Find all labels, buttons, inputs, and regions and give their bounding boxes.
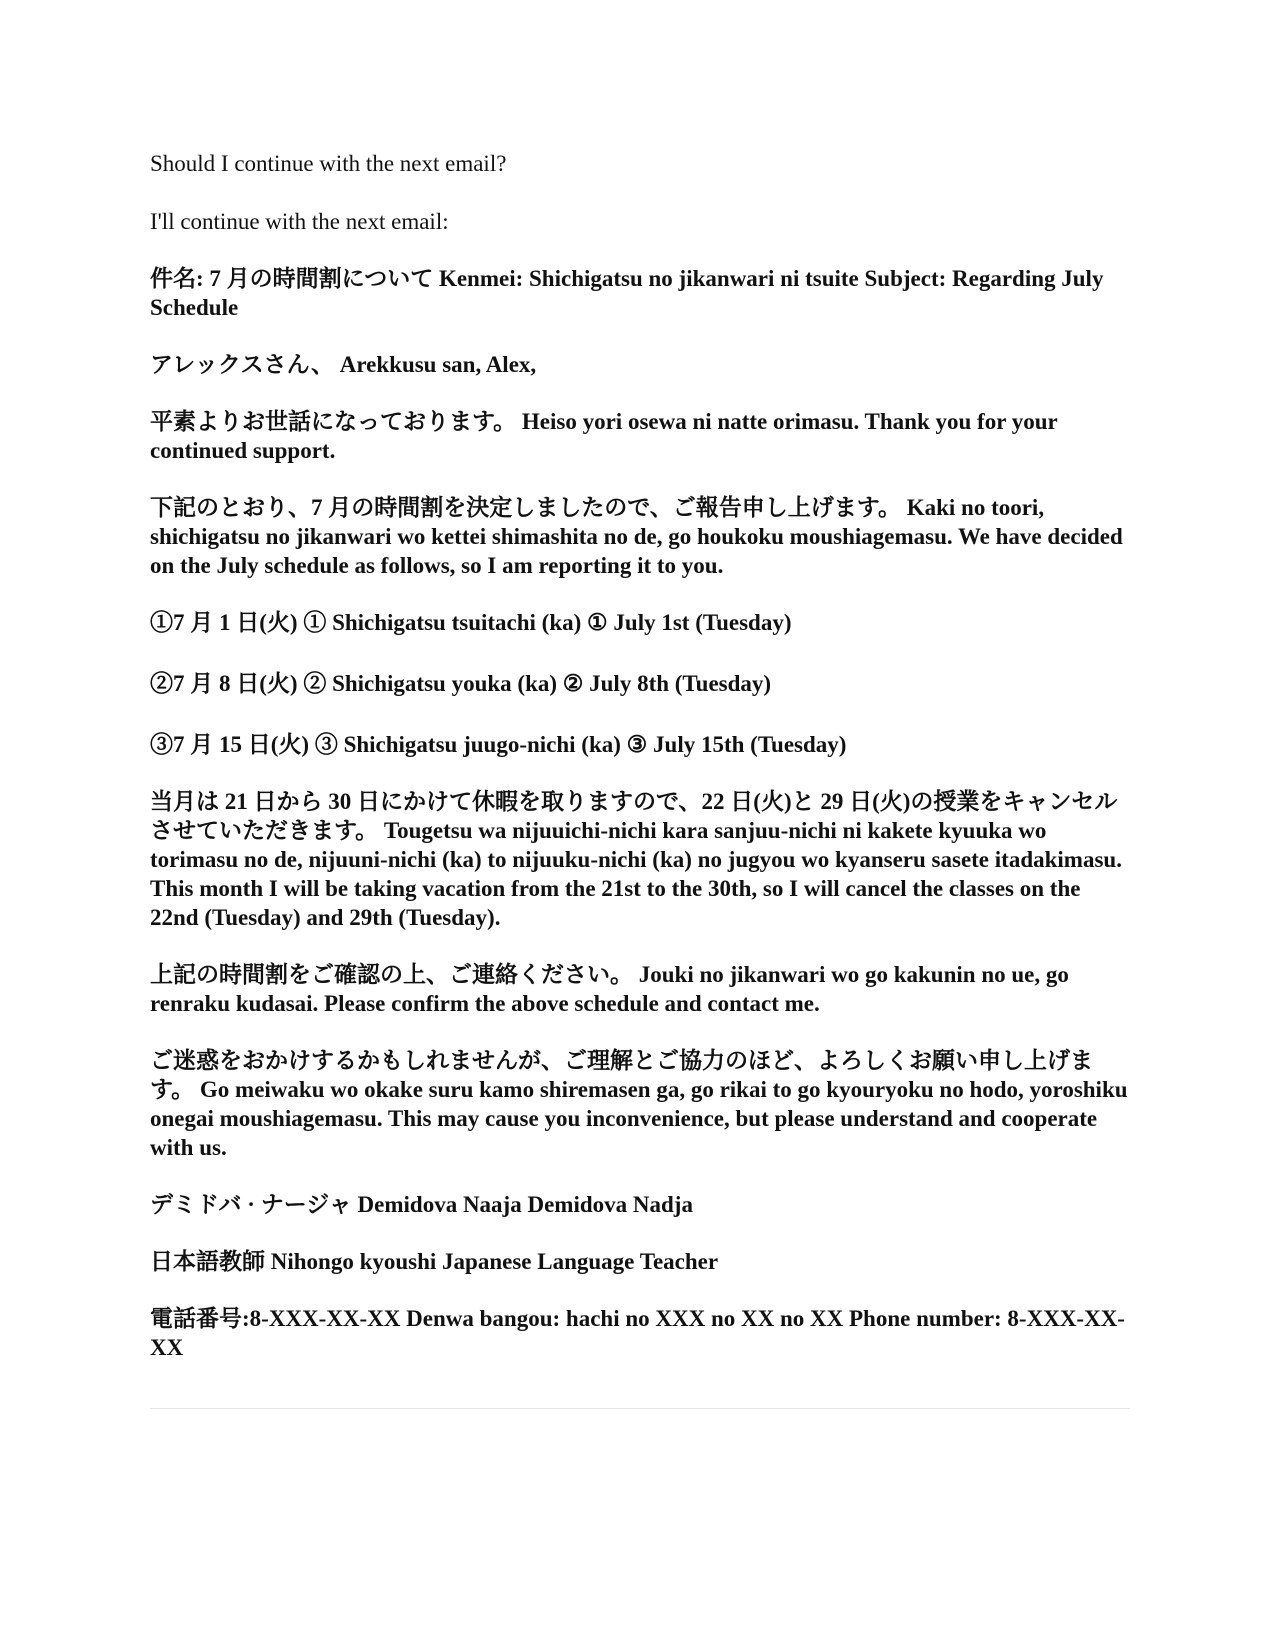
email-greeting: アレックスさん、 Arekkusu san, Alex, [150, 352, 537, 377]
schedule-item-3: ③7 月 15 日(火) ③ Shichigatsu juugo-nichi (ka) ③ July 15th (Tuesday) [150, 732, 847, 757]
intro-continue-line: I'll continue with the next email: [150, 209, 449, 234]
email-vacation-notice: 当月は 21 日から 30 日にかけて休暇を取りますので、22 日(火)と 29 日(火)の授業をキャンセルさせていただきます。 Tougetsu wa nijuuichi-nichi kara sanjuu-nichi ni kakete kyuuka wo torimasu no de, nijuuni-nichi (ka) to nijuuku-nichi (ka) no jugyou wo kyanseru sasete itadakimasu. This month I will be taking vacation from the 21st to the 30th, so I will cancel the classes on the 22nd (Tuesday) and 29th (Tuesday). [150, 789, 1122, 930]
email-subject: 件名: 7 月の時間割について Kenmei: Shichigatsu no jikanwari ni tsuite Subject: Regarding July Schedule [150, 266, 1104, 320]
email-confirm-request: 上記の時間割をご確認の上、ご連絡ください。 Jouki no jikanwari wo go kakunin no ue, go renraku kudasai. Please confirm the above schedule and contact me. [150, 962, 1069, 1016]
signature-phone: 電話番号:8-XXX-XX-XX Denwa bangou: hachi no XXX no XX no XX Phone number: 8-XXX-XX-XX [150, 1306, 1125, 1360]
intro-question: Should I continue with the next email? [150, 151, 507, 176]
schedule-item-2: ②7 月 8 日(火) ② Shichigatsu youka (ka) ② July 8th (Tuesday) [150, 671, 772, 696]
bottom-divider [150, 1408, 1130, 1409]
email-body [150, 264, 1130, 1362]
email-opening: 平素よりお世話になっております。 Heiso yori osewa ni natte orimasu. Thank you for your continued support. [150, 409, 1058, 463]
document-page [150, 150, 1130, 1390]
signature-name: デミドバ · ナージャ Demidova Naaja Demidova Nadja [150, 1192, 693, 1217]
schedule-item-1: ①7 月 1 日(火) ① Shichigatsu tsuitachi (ka) ① July 1st (Tuesday) [150, 610, 792, 635]
signature-title: 日本語教師 Nihongo kyoushi Japanese Language Teacher [150, 1249, 719, 1274]
email-apology: ご迷惑をおかけするかもしれませんが、ご理解とご協力のほど、よろしくお願い申し上げます。 Go meiwaku wo okake suru kamo shiremasen ga, go rikai to go kyouryoku no hodo, yoroshiku onegai moushiagemasu. This may cause you inconvenience, but please understand and cooperate with us. [150, 1048, 1128, 1160]
email-announcement: 下記のとおり、7 月の時間割を決定しましたので、ご報告申し上げます。 Kaki no toori, shichigatsu no jikanwari wo kettei shimashita no de, go houkoku moushiagemasu. We have decided on the July schedule as follows, so I am reporting it to you. [150, 495, 1123, 578]
